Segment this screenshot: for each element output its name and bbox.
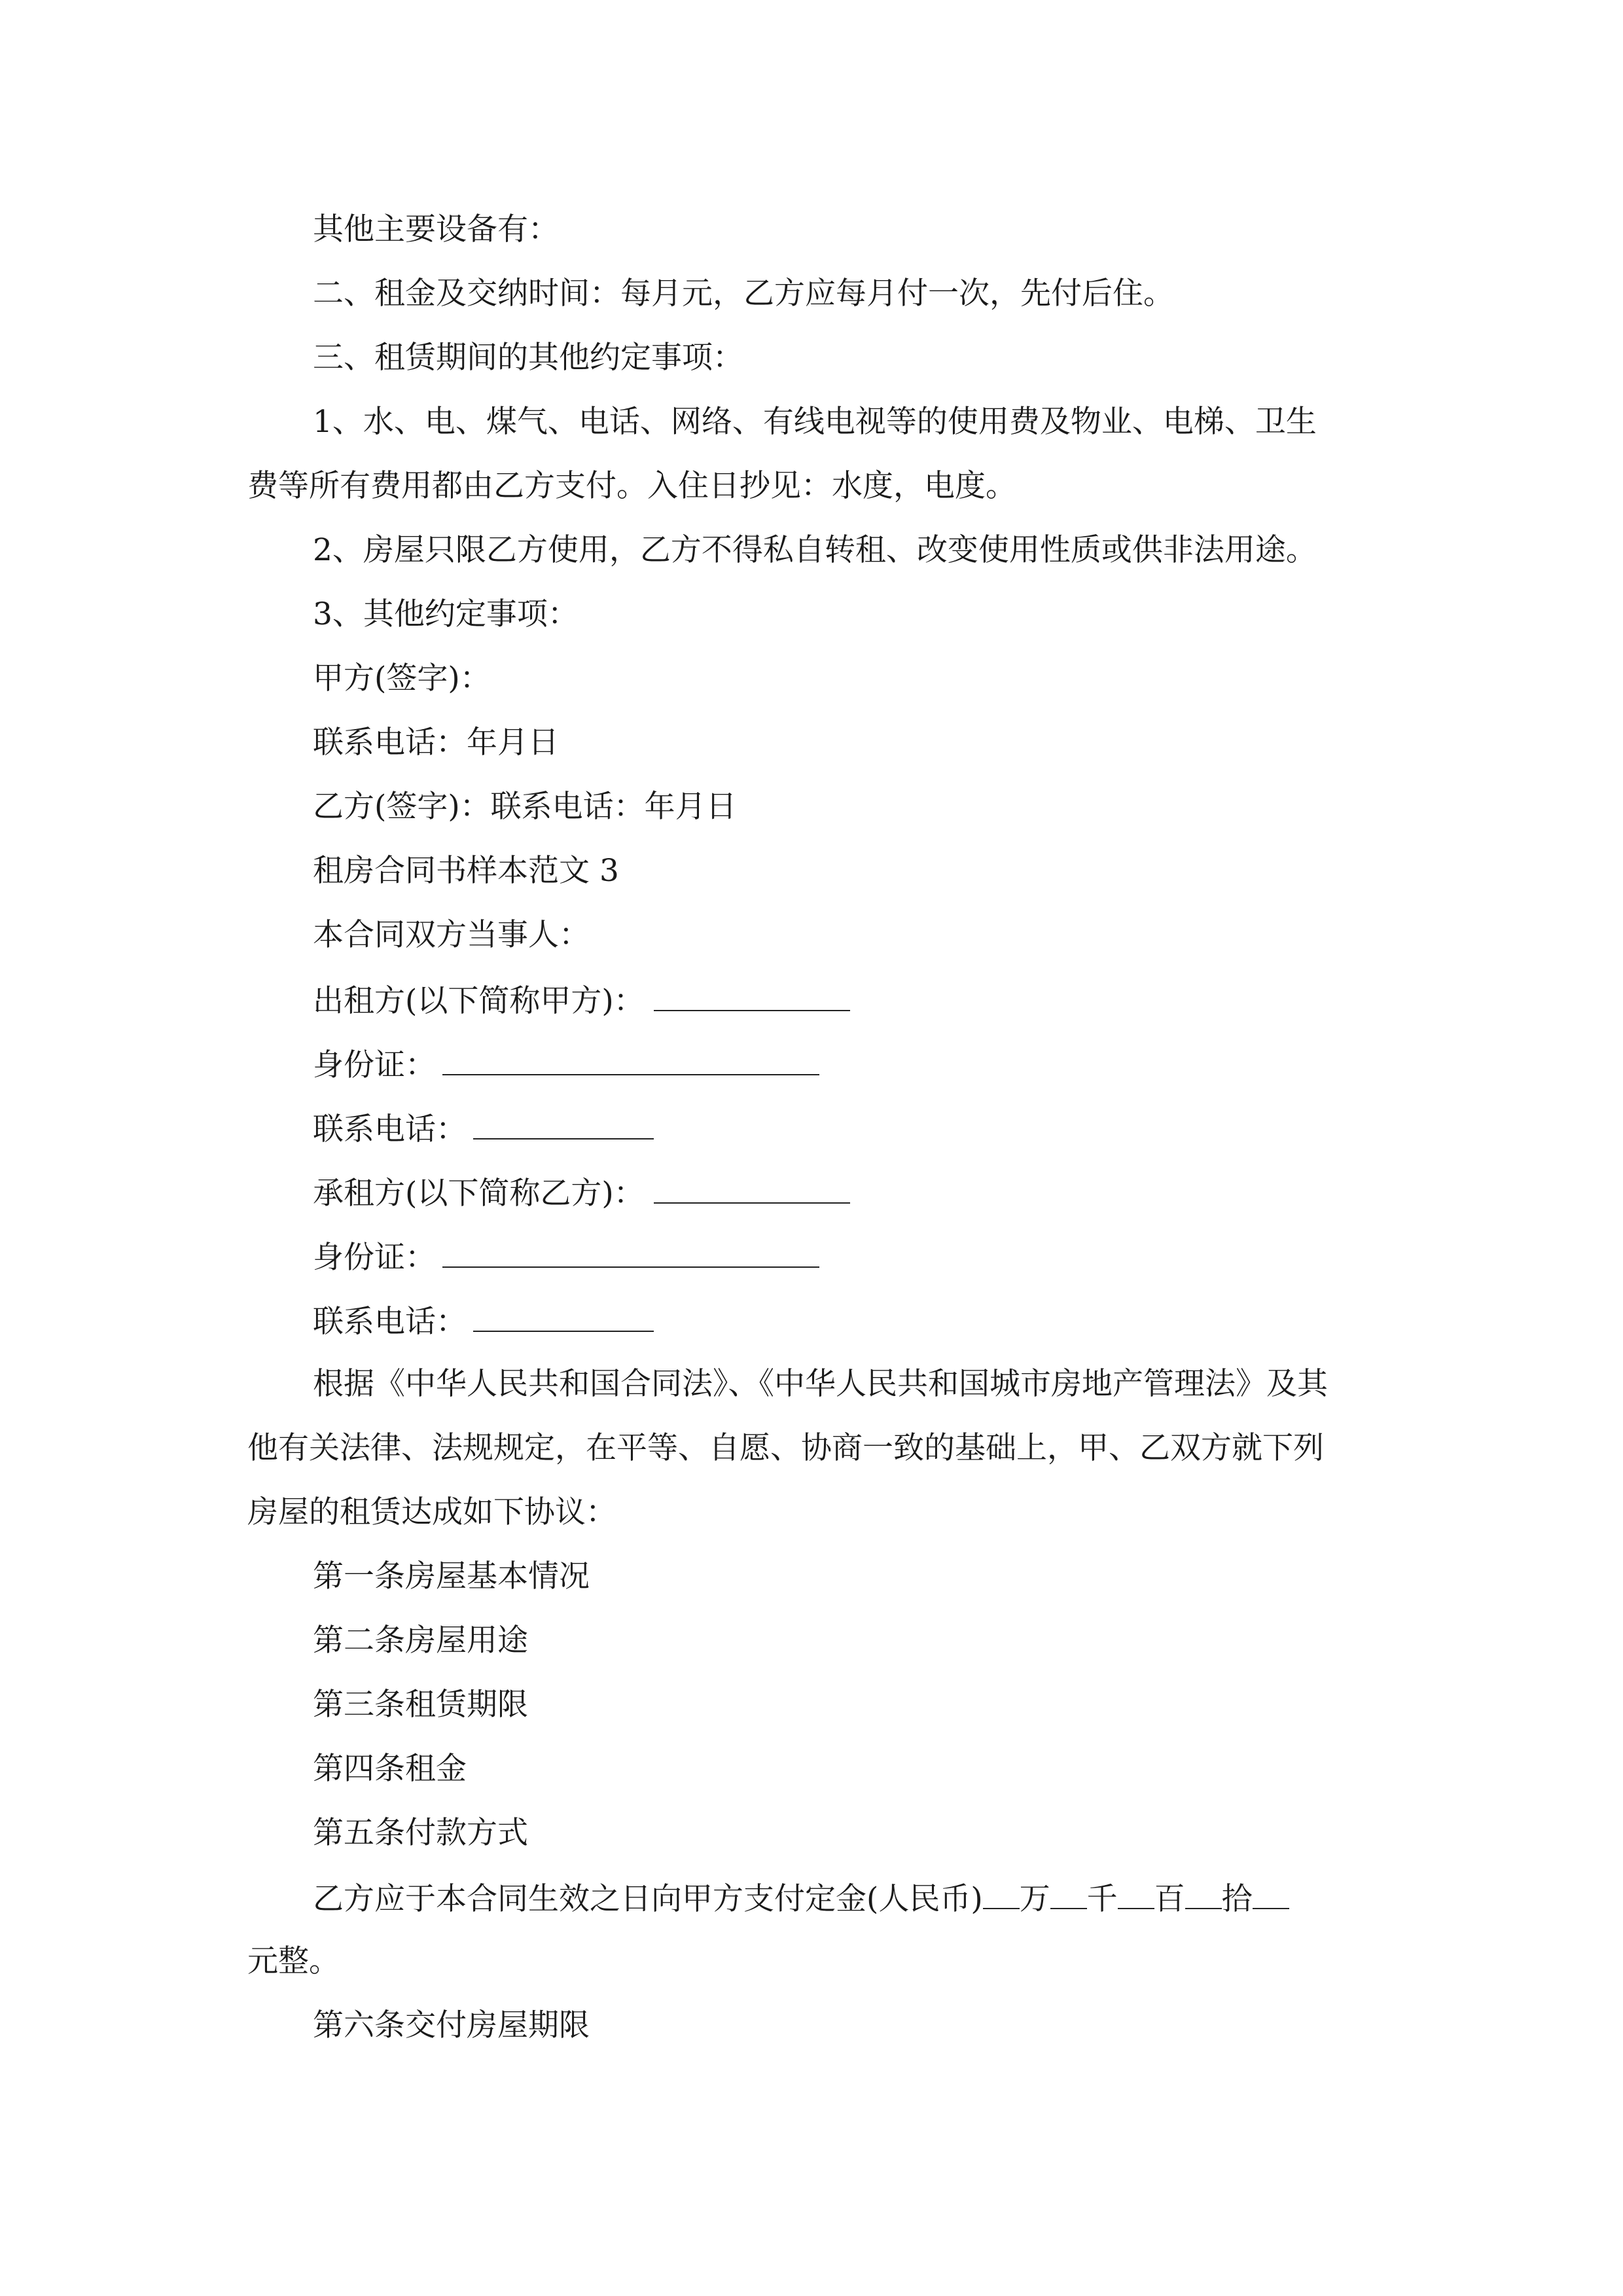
line-party-b-sign: 乙方(签字)：联系电话：年月日 (313, 789, 737, 825)
deposit-yuan-blank[interactable] (1253, 1882, 1289, 1909)
lessor-id-label: 身份证： (313, 1047, 436, 1083)
line-other-terms: 3、其他约定事项： (313, 596, 579, 632)
article-4: 第四条租金 (313, 1751, 467, 1787)
line-utilities-2: 费等所有费用都由乙方支付。入住日抄见：水度，电度。 (247, 468, 1016, 504)
line-deposit-end: 元整。 (247, 1943, 340, 1979)
deposit-qian-unit: 千 (1086, 1881, 1118, 1917)
deposit-wan-unit: 万 (1019, 1881, 1050, 1917)
deposit-wan-blank[interactable] (983, 1882, 1020, 1909)
section-title-sample-3: 租房合同书样本范文 3 (313, 853, 619, 889)
deposit-shi-unit: 拾 (1221, 1881, 1253, 1917)
line-lessee (313, 1176, 850, 1209)
line-lessor-phone (313, 1112, 654, 1145)
line-party-a-phone-date: 联系电话：年月日 (313, 725, 559, 761)
line-utilities-1: 1、水、电、煤气、电话、网络、有线电视等的使用费及物业、电梯、卫生 (313, 404, 1317, 440)
deposit-label: 乙方应于本合同生效之日向甲方支付定金(人民币) (313, 1881, 983, 1917)
article-6: 第六条交付房屋期限 (313, 2007, 590, 2043)
lessor-label: 出租方(以下简称甲方)： (313, 983, 645, 1019)
article-5: 第五条付款方式 (313, 1815, 528, 1851)
article-2: 第二条房屋用途 (313, 1623, 528, 1659)
lessee-blank[interactable] (654, 1176, 850, 1204)
deposit-qian-blank[interactable] (1050, 1882, 1087, 1909)
line-legal-basis-3: 房屋的租赁达成如下协议： (247, 1494, 616, 1530)
line-party-a-sign: 甲方(签字)： (313, 660, 491, 696)
line-legal-basis-2: 他有关法律、法规规定，在平等、自愿、协商一致的基础上，甲、乙双方就下列 (247, 1430, 1324, 1466)
line-lessor-id (313, 1048, 819, 1081)
lessor-blank[interactable] (654, 984, 850, 1011)
line-deposit (313, 1881, 1289, 1917)
deposit-shi-blank[interactable] (1185, 1882, 1222, 1909)
line-lessor (313, 983, 850, 1019)
lessor-phone-label: 联系电话： (313, 1111, 467, 1147)
line-usage-restriction: 2、房屋只限乙方使用，乙方不得私自转租、改变使用性质或供非法用途。 (313, 532, 1317, 568)
line-other-terms-heading: 三、租赁期间的其他约定事项： (313, 340, 743, 376)
lessee-id-blank[interactable] (442, 1240, 819, 1268)
line-equipment: 其他主要设备有： (313, 211, 559, 247)
deposit-bai-blank[interactable] (1118, 1882, 1154, 1909)
line-lessee-phone (313, 1304, 654, 1340)
line-legal-basis-1: 根据《中华人民共和国合同法》、《中华人民共和国城市房地产管理法》及其 (313, 1366, 1328, 1402)
lessor-phone-blank[interactable] (473, 1112, 654, 1139)
lessee-id-label: 身份证： (313, 1240, 436, 1276)
article-1: 第一条房屋基本情况 (313, 1558, 590, 1594)
lessee-label: 承租方(以下简称乙方)： (313, 1175, 645, 1211)
article-3: 第三条租赁期限 (313, 1687, 528, 1723)
lessee-phone-blank[interactable] (473, 1304, 654, 1332)
deposit-bai-unit: 百 (1154, 1881, 1185, 1917)
lessee-phone-label: 联系电话： (313, 1304, 467, 1340)
line-rent-payment: 二、租金及交纳时间：每月元，乙方应每月付一次，先付后住。 (313, 276, 1174, 312)
lessor-id-blank[interactable] (442, 1048, 819, 1075)
line-lessee-id (313, 1240, 819, 1276)
line-parties-heading: 本合同双方当事人： (313, 917, 590, 953)
